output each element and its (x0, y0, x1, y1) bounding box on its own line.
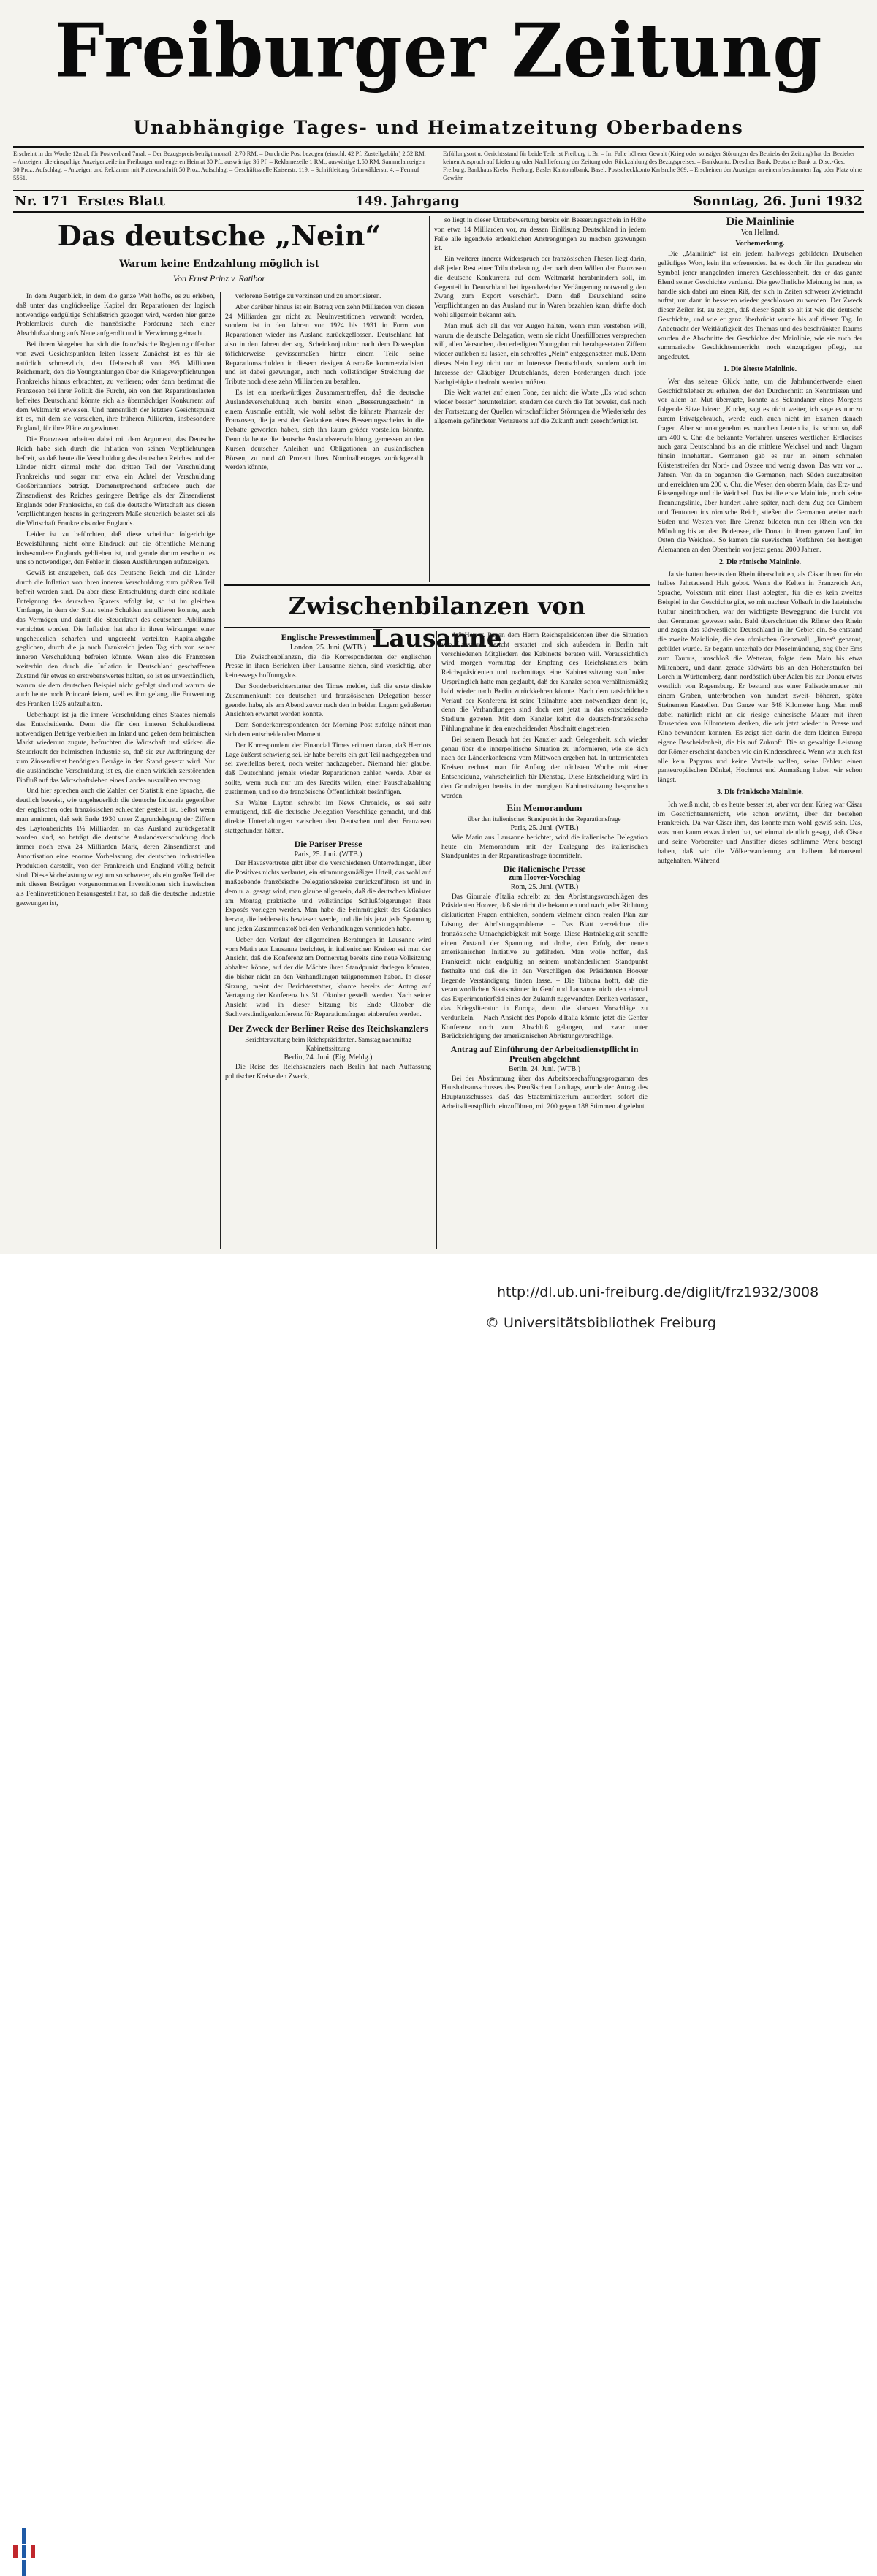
column-divider (220, 292, 221, 1249)
paragraph: Ueber den Verlauf der allgemeinen Beratungen in Lausanne wird vom Matin aus Lausanne berichtet, in italienischen Kreisen sei man der Ansicht, daß die Konferenz am Donnerstag bereits eine neue Vollsitzung abhalten könne, auf der die Mächte ihren Standpunkt darlegen könnten, die bisher nicht an den Verhandlungen teilgenommen haben. In dieser Sitzung, meint der Berichterstatter, könnte bereits der Antrag auf Vertagung der Konferenz bis 31. Oktober gestellt werden. Nach seiner Ansicht wird in dieser Sitzung bis Ende Oktober die Sachverständigenkonferenz für Reparationsfragen einberufen werden. (225, 935, 431, 1019)
paragraph: Gewiß ist anzugeben, daß das Deutsche Reich und die Länder durch die Inflation von ihren inneren Verschuldung zum größten Teil befreit worden sind. Da aber diese Entschuldung durch eine radikale Enteignung des deutschen Sparers erfolgt ist, so ist im gleichen Umfange, in dem der Staat seine Schulden annullieren konnte, auch das Vermögen und damit die Steuerkraft des deutschen Publikums vernichtet worden. Die Inflation hat also in ihren Wirkungen einer ungeheuerlich scharfen und ungerecht verteilten Kapitalabgabe geglichen, durch die ja auch Frankreich jeden Tag sich von seiner inneren Verschuldung befreien könnte. Wenn also die Franzosen weiterhin den durch die Inflation in Deutschland geschaffenen Zustand für etwas so erstrebenswertes halten, so ist es unverständlich, warum sie dem deutschen Beispiel nicht gefolgt sind und warum sie auch heute noch Poincaré feiern, weil es ihm gelang, die Entwertung des Franken 1925 aufzuhalten. (16, 569, 215, 709)
column-lausanne-a (225, 631, 431, 1249)
paragraph: Der Sonderberichterstatter des Times meldet, daß die erste direkte Zusammenkunft der deutschen und französischen Delegation besser geendet habe, als am Abend zuvor nach den in beiden Lagern geäußerten Ansichten erwartet werden konnte. (225, 682, 431, 719)
paragraph: Ich weiß nicht, ob es heute besser ist, aber vor dem Krieg war Cäsar im Geschichtsunterricht, wie schon erwähnt, über der bestehen Frankreich. Da war Cäsar ihm, das konnte man wohl gewiß sein. Das, was man kaum etwas ändert hat, sei einmal deutlich gesagt, daß Cäsar und seine Vorbereiter und Anstifter dieses schlimme Werk besorgt haben, daß wir die Völkerwanderung am halbem Jahrtausend aufgehalten. Während (658, 800, 862, 865)
masthead-rule (13, 146, 864, 148)
paragraph: In dem Augenblick, in dem die ganze Welt hoffte, es zu erleben, daß unter das unglückselige Kapitel der Reparationen der logisch notwendige endgültige Schlußstrich gezogen wird, werden hier ganze Problemkreis durch die französische Forderung nach einer Abschlußzahlung aufs Neue aufgerollt und in Verwirrung gebracht. (16, 292, 215, 338)
newspaper-page (0, 0, 877, 1254)
dateline: Rom, 25. Juni. (WTB.) (510, 883, 579, 891)
imprint-left: Erscheint in der Woche 12mal, für Postverband 7mal. – Der Bezugspreis beträgt monatl. 2.70 RM. – Durch die Post bezogen (einschl. 42 Pf. Zustellgebühr) 2.52 RM. – Anzeigen: die einspaltige Anzeigenzeile im Freiburger und engeren Heimat 30 Pf., auswärtige 36 Pf. – Reklamezeile 1 RM., auswärtige 1.50 RM. Sammelanzeigen 30 Proz. Aufschlag. – Anzeigen und Reklamen mit Platzvorschrift 50 Proz. Aufschlag. – Geschäftsstelle Kaiserstr. 119. – Schriftleitung Grünwälderstr. 4. – Fernruf 5561. (13, 150, 426, 181)
section-subtitle: Berichterstattung beim Reichspräsidenten. Samstag nachmittag Kabinettssitzung (245, 1035, 411, 1053)
column-nein-2 (225, 292, 424, 581)
column-nein-3 (434, 216, 646, 582)
paragraph: Die „Mainlinie“ ist ein jedem halbwegs gebildeten Deutschen geläufiges Wort, kein ihn erfreuendes. Ist es doch für ihn geradezu ein Symbol jener mangelnden inneren Geschlossenheit, der er das ganze Elend seiner Geschichte verdankt. Die gewöhnliche Meinung ist nun, es handle sich dabei um einen Riß, der sich in Zeiten schwerer Zwietracht auftat, um dann in besseren wieder geschlossen zu werden. Der Zweck dieser Zeilen ist, zu zeigen, daß dieser Spalt so alt ist wie die deutsche Geschichte, und wie er ganz überbrückt wurde bis auf diesen Tag. In Anbetracht der Weitläufigkeit des Themas und des beschränkten Raums wurden die Abschnitte der Geschichte der Mainlinie, wie sie auch der summarische Geschichtsunterricht noch einzuprägen pflegt, nur angedeutet. (658, 250, 862, 362)
section-title: 3. Die fränkische Mainlinie. (716, 788, 804, 797)
paragraph: Die Reise des Reichskanzlers nach Berlin hat nach Auffassung politischer Kreise den Zweck, (225, 1063, 431, 1081)
column-divider (436, 631, 437, 1249)
paragraph: daß Herr v. Papen dem Herrn Reichspräsidenten über die Situation von Lausanne Bericht erstattet und sich außerdem in Berlin mit verschiedenen Mitgliedern des Kabinetts beraten will. Voraussichtlich wird morgen vormittag der Empfang des Reichskanzlers beim Reichspräsidenten und nachmittags eine Kabinettssitzung stattfinden. Ursprünglich hatte man geglaubt, daß der Kanzler schon verhältnismäßig bald wieder nach Berlin zurückkehren könnte. Nach dem tatsächlichen Verlauf der Konferenz ist seine Teilnahme aber notwendiger denn je, denn die Verhandlungen sind doch erst jetzt in das entscheidende Stadium getreten. Mit dem Kanzler kehrt die deutsch-französische Fühlungnahme in den entscheidenden Abschnitt eingetreten. (441, 631, 648, 733)
newspaper-title: Freiburger Zeitung (54, 7, 823, 94)
subhead-nein: Warum keine Endzahlung möglich ist (119, 259, 319, 270)
paragraph: Ja sie hatten bereits den Rhein überschritten, als Cäsar ihnen für ein halbes Jahrtausend Halt gebot. Wenn die Kelten in Franzreich Art, Sprache, Volkstum mit einer Hast ablegten, für die es kein zweites Beispiel in der Geschichte gibt, so mit nachrer Vollsuft in die lateinische Kultur hineinfrochen, war der wichtigste Beweggrund die Furcht vor den Germanen gewesen sein. Bald überschritten die Römer den Rhein und zogen das südwestliche Deutschland in ihr Gebiet ein. So entstand die zweite Mainlinie, die den römischen Grenzwall, „limes“ genannt, gebildet wurde. Er begann unterhalb der Moselmündung, zog über Ems zum Taunus, umschloß die Wetterau, folgte dem Main bis etwa Miltenberg, und dann gerade südwärts bis an den Hohenstaufen bei Lorch in Württemberg, dann nordöstlich über Aalen bis zur Donau etwas westlich von Regensburg. Er bestand aus einer Palisadenmauer mit einem Graben, unterbrochen von hundert zweit- höheren, später Steinernen Kastellen. Das Ganze war 548 Kilometer lang. Man muß dabei natürlich nicht an die riesige chinesische Mauer mit ihren Tausenden von Kilometern denken, die wir jetzt wieder in Presse und Kino bewundern konnten. Es zeigt sich darin die dem kleinen Europa eigene Bescheidenheit, die bis auf Zukunft. Die so gewaltige Leistung der Römer erscheint daneben wie ein Kinderschreck. Wenn wir auch fast alle kein Papyrus und keine Vorteile wollen, seine Fehler: einen panteuropäischen Dünkel, Hochmut und Anmaßung haben wir schon längst. (658, 570, 862, 785)
section-title: Die italienische Presse (503, 864, 586, 874)
issue-rule-top (13, 190, 864, 191)
paragraph: Der Korrespondent der Financial Times erinnert daran, daß Herriots Lage äußerst schwierig sei. Er habe bereits ein gut Teil nachgegeben und sei zweifellos bereit, noch weiter nachzugeben. Niemand hier glaube, daß Deutschland jemals wieder Reparationen zahlen werde. Aber es sollte, wenn auch nur um des Kredits willen, einer Pauschalzahlung zustimmen, und so die französische Öffentlichkeit besänftigen. (225, 741, 431, 796)
newspaper-subtitle: Unabhängige Tages- und Heimatzeitung Oberbadens (133, 117, 744, 138)
masthead (13, 7, 864, 115)
section-subtitle: zum Hoover-Vorschlag (509, 873, 580, 882)
paragraph: Die Welt wartet auf einen Tone, der nicht die Worte „Es wird schon wieder besser“ herunterleiert, sondern der durch die Tat beweist, daß nach der Fortsetzung der Quellen wirtschaftlicher Störungen die Wiederkehr des allgemein gefährdeten Vertrauens auf die Zukunft auch gerechtfertigt ist. (434, 389, 646, 425)
paragraph: Es ist ein merkwürdiges Zusammentreffen, daß die deutsche Auslandsverschuldung auch bereits einen „Besserungsschein“ in einem Ausmaße enthält, wie wohl selbst die kühnste Phantasie der Franzosen, die ja erst den Gedanken eines Besserungsscheins in die Debatte geworfen haben, sich ihn kaum größer vorstellen könnte. Denn da heute die deutsche Auslandsverschuldung, gemessen an den Kursen deutscher Anleihen und Obligationen an ausländischen Börsen, zu rund 40 Prozent ihres Nominalbetrages zurückgezahlt werden könnte, (225, 388, 424, 472)
paragraph: Wie Matin aus Lausanne berichtet, wird die italienische Delegation heute ein Memorandum mit der Darlegung des italienischen Standpunktes in der Reparationsfrage übermitteln. (441, 833, 648, 861)
paragraph: Ein weiterer innerer Widerspruch der französischen Thesen liegt darin, daß jeder Rest einer Tributbelastung, der nach dem Willen der Franzosen die deutsche Konkurrenz auf dem Weltmarkt herabmindern soll, im Gegenteil in Deutschland bei irgendwelcher Verlängerung notwendig den Zwang zum Export verschärft. Denn daß Deutschland seine Verpflichtungen an das Ausland nur in Waren bezahlen kann, dürfte doch wohl allgemein bekannt sein. (434, 255, 646, 319)
paragraph: Der Havasvertreter gibt über die verschiedenen Unterredungen, über die Positives nichts verlautet, ein stimmungsmäßiges Urteil, das wohl auf maßgebende französische Delegationskreise zurückzuführen ist und in dem u. a. gesagt wird, man glaube allgemein, daß die deutschen Minister am Montag praktische und vollständige Schlußfolgerungen ihres Exposés vorlegen werden. Man habe die Feinmütigkeit des Gedankes hervor, die beiderseits bewiesen werde, und die bis jetzt jede Spannung und jeden Zusammenstoß bei den Verhandlungen vermieden habe. (225, 859, 431, 933)
paragraph: Aber darüber hinaus ist ein Betrag von zehn Milliarden von diesen 24 Milliarden gar nicht zu Neuinvestitionen verwandt worden, sondern ist in den Jahren von 1924 bis 1931 in Form von Reparationen wieder ins Ausland zurückgeflossen. Deutschland hat also in den Jahren der sog. Scheinkonjunktur nach dem Dawesplan töfichterweise gewissermaßen hinter einem Teile seine Reparationsschulden in diesem riesigen Ausmaße kommerzialisiert und ist dabei gezwungen, auch nach vollständiger Streichung der Tribute noch diese zehn Milliarden zu bezahlen. (225, 302, 424, 386)
issue-date: Sonntag, 26. Juni 1932 (693, 194, 862, 209)
section-title: Englische Pressestimmen (281, 632, 376, 642)
dateline: Paris, 25. Juni. (WTB.) (510, 823, 579, 832)
section-subtitle: über den italienischen Standpunkt in der Reparationsfrage (468, 815, 621, 823)
paragraph: Die Zwischenbilanzen, die die Korrespondenten der englischen Presse in ihren Berichten über Lausanne ziehen, sind vorsichtig, aber keineswegs hoffnungslos. (225, 652, 431, 680)
dateline: Paris, 25. Juni. (WTB.) (294, 850, 362, 858)
section-rule (224, 584, 650, 586)
section-title: 2. Die römische Mainlinie. (719, 557, 801, 566)
section-rule (224, 627, 650, 628)
copyright-notice: © Universitätsbibliothek Freiburg (485, 1315, 716, 1331)
section-title: Die Pariser Presse (294, 838, 362, 849)
paragraph: so liegt in dieser Unterbewertung bereits ein Besserungsschein in Höhe von etwa 14 Milliarden vor, zu dessen Einlösung Deutschland in jedem Falle alle irgendwie erdenklichen Anstrengungen zu machen gezwungen ist. (434, 216, 646, 253)
library-logo-icon (12, 2528, 37, 2576)
section-title: Der Zweck der Berliner Reise des Reichskanzlers (228, 1022, 428, 1034)
headline-nein: Das deutsche „Nein“ (57, 219, 381, 252)
issue-bar (13, 194, 864, 210)
dateline: Berlin, 24. Juni. (WTB.) (508, 1064, 581, 1073)
issue-rule-bottom (13, 211, 864, 213)
paragraph: Das Giornale d'Italia schreibt zu den Abrüstungsvorschlägen des Präsidenten Hoover, daß sie nicht die bekannten und nach jeder Richtung diskutierten Fragen enthielten, sondern vielmehr einen realen Plan zur Lösung der Abrüstungsprobleme. – Das Blatt verzeichnet die französische Unnachgiebigkeit mit Sorge. Diese Hartnäckigkeit schaffe einen Zustand der Spannung und drohe, den Erfolg der neuen amerikanischen Initiative zu gefährden. Man wolle hoffen, daß Frankreich nicht endgültig an seinem unabänderlichen Standpunkt festhalte und daß die in den Vorschlägen des Präsidenten Hoover liegende Verständigung finden lasse. – Die Tribuna hofft, daß die verantwortlichen Staatsmänner in Genf und Lausanne nicht den einmal das Experimentierfeld eines der Zukunft zugewandten Denken verlassen, das Kriegsliteratur in Europa, denn die klarsten Vorschläge zu verdunkeln. – Nach Ansicht des Popolo d'Italia könnte jetzt die Genfer Konferenz noch zum Abschluß gelangen, und zwar unter Berücksichtigung der amerikanischen Abrüstungsvorschläge. (441, 892, 648, 1041)
section-title: Vorbemerkung. (735, 239, 785, 248)
paragraph: Leider ist zu befürchten, daß diese scheinbar folgerichtige Beweisführung nicht ohne Eindruck auf die öffentliche Meinung insbesondere Englands geblieben ist, und gerade darum erscheint es uns so notwendiger, den Fehler in diesen Ausführungen aufzuzeigen. (16, 530, 215, 567)
byline-mainlinie: Von Helland. (740, 228, 780, 237)
byline-nein: Von Ernst Prinz v. Ratibor (172, 273, 266, 283)
section-title: Antrag auf Einführung der Arbeitsdienstpflicht in Preußen abgelehnt (450, 1044, 639, 1064)
column-divider (429, 216, 430, 582)
issue-number: Nr. 171 (15, 194, 69, 209)
section-title: Ein Memorandum (506, 802, 582, 814)
paragraph: Und hier sprechen auch die Zahlen der Statistik eine Sprache, die deutlich beweist, wie ungeheuerlich die deutsche Industrie gegenüber der englischen oder französischen schlechter gestellt ist. Selbst wenn man annimmt, daß seit Ende 1930 unter Zugrundelegung der Ziffern des Laytonberichts 1¼ Milliarden an das Ausland zurückgezahlt worden sind, so beträgt die deutsche Auslandsverschuldung doch immer noch etwa 24 Milliarden Mark, deren Zinsendienst und Amortisation eine enorme Vorbelastung der deutschen industriellen Produktion darstellt, von der Frankreich und England völlig befreit sind. Diese Vorbelastung wiegt um so schwerer, als ein großer Teil der mit diesen Beträgen vorgenommenen Investitionen sich inzwischen als Fehlinvestitionen herausgestellt hat, so daß die deutsche Industrie gezwungen ist, (16, 787, 215, 907)
column-nein-1 (16, 292, 215, 1249)
document-url-link[interactable]: http://dl.ub.uni-freiburg.de/diglit/frz1932/3008 (497, 1284, 819, 1300)
paragraph: Bei ihrem Vorgehen hat sich die französische Regierung offenbar von zwei Gesichtspunkten leiten lassen: Zunächst ist es für sie natürlich schmerzlich, den Ueberschuß von 395 Millionen Reichsmark, den die Youngzahlungen über die Kriegsverpflichtungen Frankreichs hinaus erbrachten, zu verlieren; oder dann bestimmt die Franzosen bei ihrer Politik die Furcht, ein von den Reparationslasten befreites Deutschland könnte sich als übermächtiger Konkurrent auf dem Weltmarkt erweisen. Und namentlich der letztere Gesichtspunkt ist es, mit dem sie versuchen, ihre früheren Alliierten, insbesondere England, für ihre Pläne zu gewinnen. (16, 340, 215, 433)
paragraph: Bei der Abstimmung über das Arbeitsbeschaffungsprogramm des Haushaltsausschusses des Preußischen Landtags, wurde der Antrag des Hauptausschusses, daß das Staatsministerium auffordert, sofort die Arbeitsdienstpflicht einzuführen, mit 200 gegen 188 Stimmen abgelehnt. (441, 1074, 648, 1111)
headline-mainlinie: Die Mainlinie (726, 216, 794, 228)
section-title: 1. Die älteste Mainlinie. (723, 365, 797, 373)
issue-volume: 149. Jahrgang (355, 194, 460, 209)
paragraph: Sir Walter Layton schreibt im News Chronicle, es sei sehr ermutigend, daß die deutsche Delegation Vorschläge gemacht, und daß direkte Unterhaltungen zwischen den Deutschen und den Franzosen stattgefunden hätten. (225, 799, 431, 835)
dateline: London, 25. Juni. (WTB.) (289, 643, 367, 652)
headline-lausanne: Zwischenbilanzen von Lausanne (288, 592, 586, 652)
column-lausanne-b (441, 631, 648, 1249)
paragraph: Wer das seltene Glück hatte, um die Jahrhundertwende einen Geschichtslehrer zu erhalten, der den Durchschnitt an Kenntnissen und vor allem an Mut überragte, konnte als Sekundaner eines Morgens folgende Sätze hören: „Kinder, sagt es nicht weiter, ich sage es nur zu eurem Privatgebrauch, werde euch auch nicht im Examen danach fragen. Aber so unangenehm es manchen Leuten ist, ist schon so, daß um 400 v. Chr. die bekannte Vorfahren unseres westlichen Erdkreises auch ganz Deutschland bis an die mittlere Weichsel und nach Ungarn hinein innehatten. Germanen gab es nur an einem schmalen Küstenstreifen der Nord- und Ostsee und wenig davon. Das war vor ... Jahren. Von da an begannen die Germanen, nach Süden auszubreiten und erreichten um 200 v. Chr. die Weser, den oberen Main, das Erz- und Riesengebirge und die Weichsel. Das ist die erste Mainlinie, noch keine Trennungslinie, über hundert Jahre später, nach dem Zug der Cimbern und Teutonen ins römische Reich, stießen die Germanen weiter nach Süden und Westen vor. Ihre Grenze bildeten nun der Rhein von der Mündung bis an den Bodensee, die Donau in ihrem ganzen Lauf, im Osten die Weichsel. So kamen die suevischen Vorfahren der heutigen Alemannen an den Oberrhein vor jetzt genau 2000 Jahren. (658, 377, 862, 555)
paragraph: Bei seinem Besuch hat der Kanzler auch Gelegenheit, sich wieder genau über die innerpolitische Situation zu informieren, wie sie sich nach der Länderkonferenz vom Mittwoch ergeben hat. In unterrichteten Kreisen rechnet man für Anfang der nächsten Woche mit einer Entscheidung, wahrscheinlich für Dienstag. Diese Entscheidung wird in den Grundzügen bereits in der morgigen Kabinettssitzung besprochen werden. (441, 735, 648, 800)
paragraph: Ueberhaupt ist ja die innere Verschuldung eines Staates niemals das Entscheidende. Denn die für den inneren Schuldendienst notwendigen Beträge verbleiben im Inland und gehen dem heimischen Markt wiederum zugute, befruchten die Wirtschaft und stärken die Steuerkraft der heimischen Industrie so, daß sie zur Aufbringung der zum Zinsendienst benötigten Beträge in den Stand gesetzt wird. Nur die ausländische Verschuldung ist es, die einen wirklich zerstörenden Einfluß auf das Wirtschaftsleben eines Landes auszuüben vermag. (16, 711, 215, 785)
dateline: Berlin, 24. Juni. (Eig. Meldg.) (284, 1053, 373, 1062)
imprint-right: Erfüllungsort u. Gerichtsstand für beide Teile ist Freiburg i. Br. – Im Falle höherer Gewalt (Krieg oder sonstiger Störungen des Betriebs der Zeitung) hat der Bezieher keinen Anspruch auf Lieferung oder Nachlieferung der Zeitung oder Rückzahlung des Bezugspreises. – Bankkonto: Dresdner Bank, Deutsche Bank u. Disc.-Ges. Freiburg, Bankhaus Krebs, Freiburg, Basler Kantonalbank, Basel. Postscheckkonto Karlsruhe 369. – Erscheinen der Anzeigen an einem bestimmten Tag oder Platz ohne Gewähr. (443, 150, 862, 181)
column-mainlinie (658, 216, 862, 1249)
paragraph: Dem Sonderkorrespondenten der Morning Post zufolge nähert man sich dem entscheidenden Moment. (225, 721, 431, 739)
paragraph: verlorene Beträge zu verzinsen und zu amortisieren. (235, 292, 382, 300)
paragraph: Man muß sich all das vor Augen halten, wenn man verstehen will, warum die deutsche Delegation, wenn sie nicht Unerfüllbares versprechen will, allen Versuchen, den erledigten Youngplan mit herabgesetzten Ziffern wieder aufleben zu lassen, ein schroffes „Nein“ entgegensetzen muß. Denn dieses Nein liegt nicht nur im Interesse Deutschlands, sondern auch im Interesse der Gläubiger Deutschlands, deren Forderungen durch jede Nachgiebigkeit bedroht werden müßten. (434, 321, 646, 386)
paragraph: Die Franzosen arbeiten dabei mit dem Argument, das Deutsche Reich habe sich durch die Inflation von seinen Verpflichtungen befreit, so daß heute die Verschuldung des deutschen Reiches und der Länder nicht einmal mehr den dritten Teil der Verschuldung Frankreichs und sogar nur etwa ein Achtel der Verschuldung Großbritanniens beträgt. Demenstprechend erfordere auch der Zinsendienst des Reiches geringere Beträge als der Zinsendienst Englands oder Frankreichs, so daß die deutsche Wirtschaft aus diesen Verpflichtungen heraus in geringerem Maße steuerlich belastet sei als die Wirtschaft Frankreichs oder Englands. (16, 435, 215, 528)
issue-sheet: Erstes Blatt (77, 194, 165, 209)
